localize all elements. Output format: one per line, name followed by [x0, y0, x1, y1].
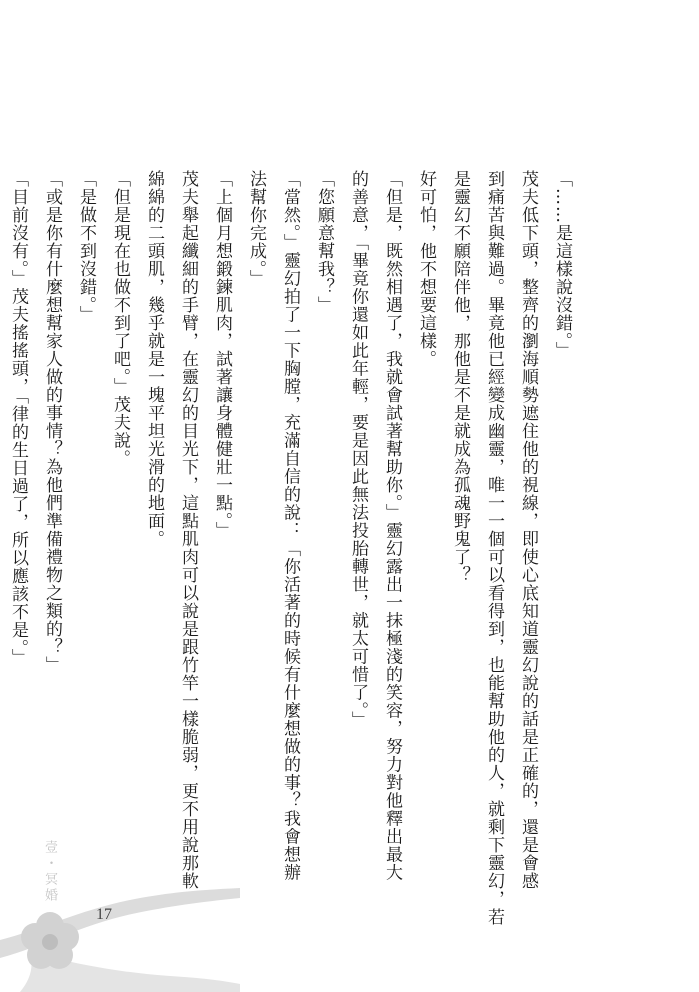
paragraph-line: 「或是你有什麼想幫家人做的事情？為他們準備禮物之類的？」 — [42, 170, 62, 674]
paragraph-line: 「上個月想鍛鍊肌肉，試著讓身體健壯一點。」 — [212, 170, 232, 540]
paragraph-line: 是靈幻不願陪伴他，那他是不是就成為孤魂野鬼了？ — [450, 170, 470, 584]
page-number: 17 — [96, 906, 112, 923]
paragraph-line: 「當然。」靈幻拍了一下胸膛，充滿自信的說：「你活著的時候有什麼想做的事？我會想辦 — [280, 170, 300, 882]
paragraph-line: 綿綿的二頭肌，幾乎就是一塊平坦光滑的地面。 — [144, 170, 164, 548]
paragraph-line: 「但是現在也做不到了吧。」茂夫說。 — [110, 170, 130, 468]
chapter-side-label: 壹・冥婚 — [42, 840, 57, 904]
paragraph-line: 法幫你完成。」 — [246, 170, 266, 288]
ribbon-flower-decoration — [0, 880, 240, 992]
paragraph-line: 「……是這樣說沒錯。」 — [552, 170, 572, 360]
paragraph-line: 茂夫舉起纖細的手臂，在靈幻的目光下，這點肌肉可以說是跟竹竿一樣脆弱，更不用說那軟 — [178, 170, 198, 890]
paragraph-line: 「您願意幫我？」 — [314, 170, 334, 314]
paragraph-line: 的善意，「畢竟你還如此年輕，要是因此無法投胎轉世，就太可惜了。」 — [348, 170, 368, 729]
paragraph-line: 「目前沒有。」茂夫搖搖頭，「律的生日過了，所以應該不是。」 — [8, 170, 28, 667]
paragraph-line: 「但是，既然相遇了，我就會試著幫助你。」靈幻露出一抹極淺的笑容，努力對他釋出最大 — [382, 170, 402, 882]
paragraph-line: 「是做不到沒錯。」 — [76, 170, 96, 324]
paragraph-line: 到痛苦與難過。畢竟他已經變成幽靈，唯一一個可以看得到，也能幫助他的人，就剩下靈幻，若 — [484, 170, 504, 926]
paragraph-line: 茂夫低下頭，整齊的瀏海順勢遮住他的視線，即使心底知道靈幻說的話是正確的，還是會感 — [518, 170, 538, 890]
paragraph-line: 好可怕，他不想要這樣。 — [416, 170, 436, 368]
